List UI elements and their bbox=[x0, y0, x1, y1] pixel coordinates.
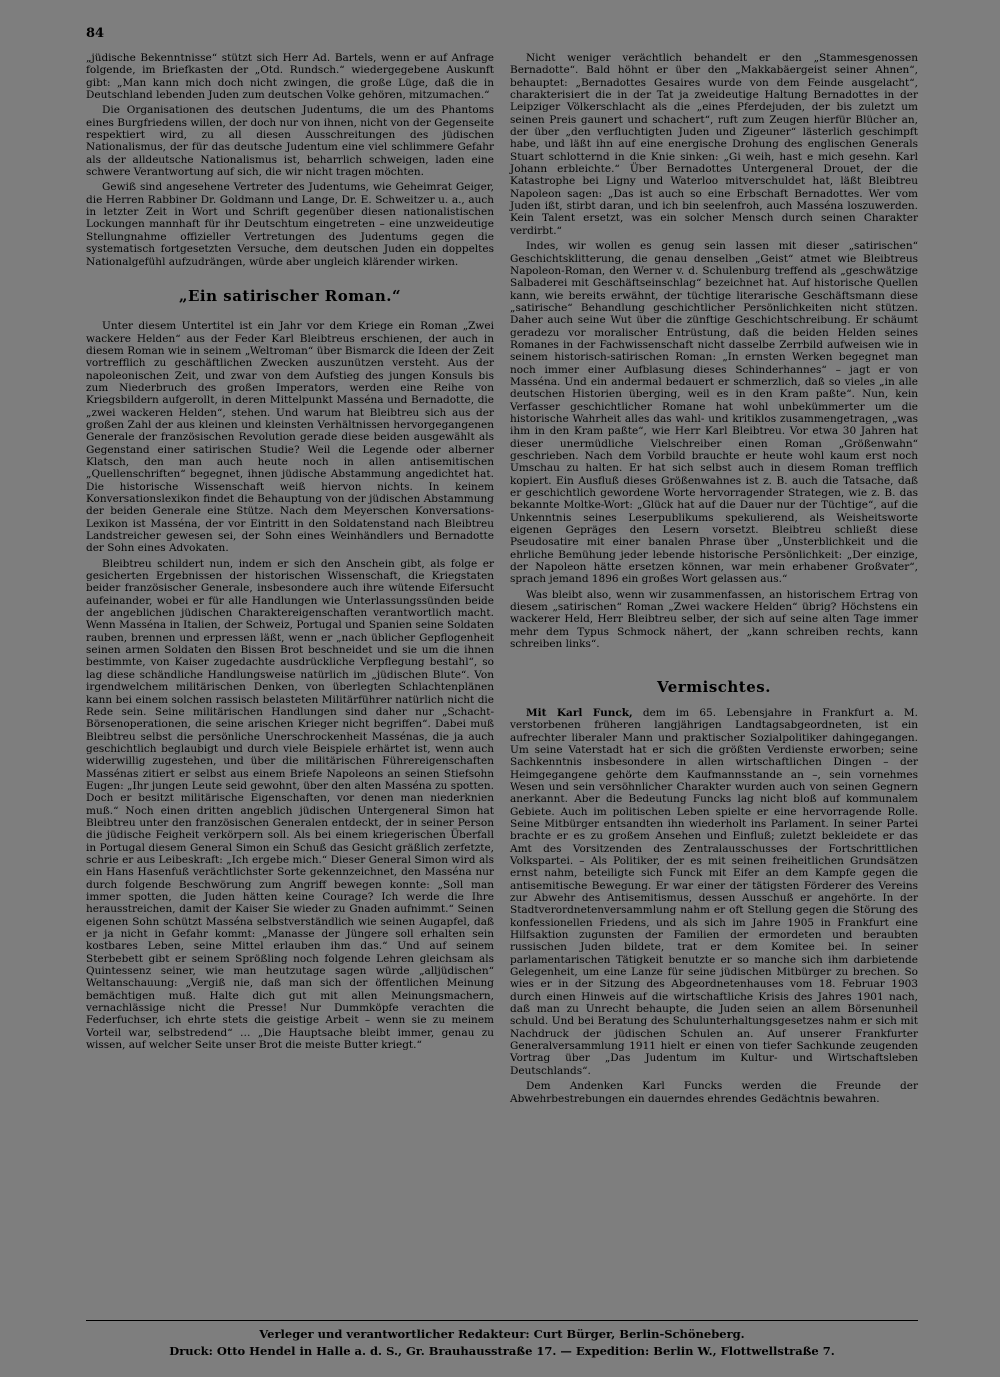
paragraph: Die Organisationen des deutschen Judentums, die um des Phantoms eines Burgfriedens willen, der doch nur von ihnen, nicht von der Gegenseite respektiert wird, zu all diesen Ausschreitungen des jüdischen Nationalismus, der für das deutsche Judentum eine viel schlimmere Gefahr als der alldeutsche Nationalismus ist, beharrlich schweigen, laden eine schwere Verantwortung auf sich, die wir nicht tragen möchten. bbox=[86, 104, 494, 179]
section-heading: Vermischtes. bbox=[657, 677, 771, 696]
right-column bbox=[510, 52, 918, 1108]
paragraph: Indes, wir wollen es genug sein lassen mit dieser „satirischen“ Geschichtsklitterung, die genau denselben „Geist“ atmet wie Bleibtreus Napoleon-Roman, den Werner v. d. Schulenburg treffend als „geschwätzige Salbaderei mit Geschäftseinschlag“ bezeichnet hat. Auf historische Quellen kann, wie bereits erwähnt, der tüchtige literarische Geschäftsmann diese „satirische“ Behandlung geschichtlicher Persönlichkeiten nicht stützen. Daher auch seine Wut über die zünftige Geschichtschreibung. Er schäumt geradezu vor moralischer Entrüstung, daß die beiden Helden seines Romanes in der Fachwissenschaft nicht dasselbe Zerrbild aufweisen wie in seinem historisch-satirischen Roman: „In ernsten Werken begegnet man noch immer einer Aufblasung dieses Schinderhannes“ – jagt er von Masséna. Und ein andermal bedauert er schmerzlich, daß so vieles „in alle deutschen Historien überging, weil es in den Kram paßte“. Nun, kein Verfasser geschichtlicher Romane hat wohl unbekümmerter um die historische Wahrheit alles das wahl- und kritiklos zusammengetragen, „was ihm in den Kram paßte“, wie Herr Karl Bleibtreu. Vor etwa 30 Jahren hat dieser unermüdliche Vielschreiber einen Roman „Größenwahn“ geschrieben. Nach dem Vorbild brauchte er heute wohl kaum erst noch Umschau zu halten. Er hat sich selbst auch in diesem Roman trefflich kopiert. Ein Ausfluß dieses Größenwahnes ist z. B. auch die Tatsache, daß er geschichtlich gewordene Worte hervorragender Strategen, wie z. B. das bekannte Moltke-Wort: „Glück hat auf die Dauer nur der Tüchtige“, auf die Unkenntnis seines Leserpublikums spekulierend, als Weisheitsworte eigenen Gepräges den Lesern vorsetzt. Bleibtreu schließt diese Pseudosatire mit einer banalen Phrase über „Unsterblichkeit und die ehrliche Bemühung jeder lebende historische Persönlichkeit: „Der einzige, der Napoleon hätte ersetzen können, war mein erhabener Großvater“, sprach jemand 1896 ein großes Wort gelassen aus.“ bbox=[510, 240, 918, 586]
lead-name: Mit Karl Funck, bbox=[526, 706, 633, 719]
paragraph: Was bleibt also, wenn wir zusammenfassen, an historischem Ertrag von diesem „satirischen“ Roman „Zwei wackere Helden“ übrig? Höchstens ein wackerer Held, Herr Bleibtreu selber, der sich auf seine alten Tage immer mehr dem Typus Schmock nähert, der „kann schreiben rechts, kann schreiben links“. bbox=[510, 588, 918, 651]
paragraph: Gewiß sind angesehene Vertreter des Judentums, wie Geheimrat Geiger, die Herren Rabbiner Dr. Goldmann und Lange, Dr. E. Schweitzer u. a., auch in letzter Zeit in Wort und Schrift gegenüber diesen nationalistischen Lockungen mannhaft für ihr Deutschtum eingetreten – eine unzweideutige Stellungnahme offizieller Vertretungen des Judentums gegen die systematisch fortgesetzten Versuche, dem deutschen Juden ein doppeltes Nationalgefühl aufzudrängen, würde aber ungleich klärender wirken. bbox=[86, 181, 494, 268]
imprint-publisher: Verleger und verantwortlicher Redakteur: Curt Bürger, Berlin-Schöneberg. bbox=[259, 1327, 745, 1341]
left-column bbox=[86, 52, 494, 1054]
paragraph: Bleibtreu schildert nun, indem er sich den Anschein gibt, als folge er gesicherten Ergebnissen der historischen Wissenschaft, die Kriegstaten beider französischer Generale, insbesondere auch ihre wütende Eifersucht aufeinander, wobei er für alle Handlungen wie Unterlassungssünden beide der angeblichen jüdischen Charaktereigenschaften verantwortlich macht. Wenn Masséna in Italien, der Schweiz, Portugal und Spanien seine Soldaten rauben, brennen und erpressen läßt, wenn er „nach üblicher Gepflogenheit seinen armen Soldaten den Bissen Brot beschneidet und sie um die ihnen bestimmte, von Kaiser zugedachte ausdrückliche Verpflegung bestahl“, so lag diese schändliche Handlungsweise natürlich im „jüdischen Blute“. Von irgendwelchem militärischen Denken, von überlegten Schlachtenplänen kann bei einem solchen rassisch belasteten Militärführer natürlich nicht die Rede sein. Seine militärischen Handlungen sind daher nur „Schacht-Börsenoperationen, die seine arischen Krieger nicht begriffen“. Dabei muß Bleibtreu selbst die persönliche Unerschrockenheit Massénas, die ja auch geschichtlich beglaubigt und durch viele Beispiele erhärtet ist, wenn auch widerwillig zugestehen, und über die militärischen Führereigenschaften Massénas zitiert er selbst aus einem Briefe Napoleons an seinen Stiefsohn Eugen: „Ihr jungen Leute seid gewohnt, über den alten Masséna zu spotten. Doch er besitzt militärische Eigenschaften, vor denen man niederknien muß.“ Noch einen dritten angeblich jüdischen Untergeneral Simon hat Bleibtreu unter den französischen Generalen entdeckt, der in seiner Person die jüdische Feigheit verkörpern soll. Als bei einem kriegerischen Überfall in Portugal diesem General Simon ein Schuß das Gesicht gräßlich zerfetzte, schrie er aus Leibeskraft: „Ich ergebe mich.“ Dieser General Simon wird als ein Hans Hasenfuß verächtlichster Sorte gekennzeichnet, den Masséna nur durch folgende Beschwörung zum Angriff bewegen konnte: „Soll man immer spotten, die Juden hätten keine Courage? Ich werde die Ihre herausstreichen, damit der Kaiser Sie wieder zu Gnaden aufnimmt.“ Seinen eigenen Sohn schützt Masséna selbstverständlich wie seinen Augapfel, daß er ja nicht in Gefahr kommt: „Manasse der Jüngere soll erhalten sein kostbares Leben, seine Mittel erlauben ihm das.“ Und auf seinem Sterbebett gibt er seinem Sprößling noch folgende Lehren gleichsam als Quintessenz seiner, wie man heutzutage sagen würde „alljüdischen“ Weltanschauung: „Vergiß nie, daß man sich der öffentlichen Meinung bemächtigen muß. Halte dich gut mit allen Meinungsmachern, vernachlässige nicht die Presse! Nur Dummköpfe verachten die Federfuchser, ich ehrte stets die geistige Arbeit – wenn sie zu meinem Vorteil war, selbstredend“ … „Die Hauptsache bleibt immer, genau zu wissen, auf welcher Seite unser Brot die meiste Butter kriegt.“ bbox=[86, 557, 494, 1052]
page-number: 84 bbox=[86, 26, 105, 41]
paragraph bbox=[510, 707, 918, 1077]
footer-divider bbox=[86, 1320, 918, 1321]
paragraph-text: dem im 65. Lebensjahre in Frankfurt a. M. verstorbenen früheren langjährigen Landtagsabgeordneten, ist ein aufrechter liberaler Mann und praktischer Sozialpolitiker dahingegangen. Um seine Vaterstadt hat er sich die größten Verdienste erworben; seine Sachkenntnis insbesondere in allen wirtschaftlichen Dingen – der Heimgegangene gehörte dem Kaufmannsstande an –, sein vornehmes Wesen und sein versöhnlicher Charakter wurden auch von seinen Gegnern anerkannt. Aber die Bedeutung Funcks lag nicht bloß auf kommunalem Gebiete. Auch im politischen Leben spielte er eine hervorragende Rolle. Seine Mitbürger entsandten ihn wiederholt ins Parlament. In seiner Partei brachte er es zu großem Ansehen und Einfluß; zuletzt bekleidete er das Amt des Vorsitzenden des Zentralausschusses der Fortschrittlichen Volkspartei. – Als Politiker, der es mit seinen freiheitlichen Grundsätzen ernst nahm, beteiligte sich Funck mit Eifer an dem Kampfe gegen die antisemitische Bewegung. Er war einer der tätigsten Förderer des Vereins zur Abwehr des Antisemitismus, dessen Ausschuß er angehörte. In der Stadtverordnetenversammlung nahm er oft Stellung gegen die Störung des konfessionellen Friedens, und als sich im Jahre 1905 in Frankfurt eine Hilfsaktion zugunsten der Familien der ermordeten und beraubten russischen Juden bildete, trat er dem Komitee bei. In seiner parlamentarischen Tätigkeit benutzte er so manche sich ihm darbietende Gelegenheit, um eine Lanze für seine jüdischen Mitbürger zu brechen. So wies er in der Sitzung des Abgeordnetenhauses vom 18. Februar 1903 durch einen Hinweis auf die wirtschaftliche Krisis des Jahres 1901 nach, daß man zu Unrecht behaupte, die Juden seien an allem Börsenunheil schuld. Und bei Beratung des Schulunterhaltungsgesetzes nahm er sich mit Nachdruck der jüdischen Schulen an. Auf unserer Frankfurter Generalversammlung 1911 hielt er einen von tiefer Sachkunde zeugenden Vortrag über „Das Judentum im Kultur- und Wirtschaftsleben Deutschlands“. bbox=[510, 706, 918, 1077]
imprint-printer: Druck: Otto Hendel in Halle a. d. S., Gr. Brauhausstraße 17. — Expedition: Berlin W., Flottwellstraße 7. bbox=[169, 1344, 835, 1358]
paragraph: Nicht weniger verächtlich behandelt er den „Stammesgenossen Bernadotte“. Bald höhnt er über den „Makkabäergeist seiner Ahnen“, behauptet: „Bernadottes Gesaires wurde von dem Feinde ausgelacht“, charakterisiert die in der Tat ja zweideutige Haltung Bernadottes in der Leipziger Völkerschlacht als die „eines Pferdejuden, der bis zuletzt um seinen Preis gaunert und schachert“, ruft zum Zeugen hierfür Blücher an, der über „den verfluchtigten Juden und Zigeuner“ lästerlich geschimpft habe, und läßt ihn auf eine energische Drohung des englischen Generals Stuart schlotternd in die Knie sinken: „Gi weih, hast e mich gesehn. Karl Johann erbleichte.“ Über Bernadottes Untergeneral Drouet, der die Katastrophe bei Ligny und Waterloo mitverschuldet hat, läßt Bleibtreu Napoleon sagen: „Das ist auch so eine Erbschaft Bernadottes. Wer vom Juden ißt, stirbt daran, und ich bin seelenfroh, auch Masséna loszuwerden. Kein Talent ersetzt, was ein solcher Mensch durch seinen Charakter verdirbt.“ bbox=[510, 52, 918, 237]
paragraph: Dem Andenken Karl Funcks werden die Freunde der Abwehrbestrebungen ein dauerndes ehrendes Gedächtnis bewahren. bbox=[510, 1080, 918, 1105]
section-heading: „Ein satirischer Roman.“ bbox=[178, 286, 402, 305]
paragraph: Unter diesem Untertitel ist ein Jahr vor dem Kriege ein Roman „Zwei wackere Helden“ aus der Feder Karl Bleibtreus erschienen, der auch in diesem Roman wie in seinem „Weltroman“ über Bismarck die Ideen der Zeit vortrefflich zu geschäftlichen Zwecken auszunützen versteht. Aus der napoleonischen Zeit, und zwar von dem Aufstieg des jungen Konsuls bis zum Niederbruch des großen Imperators, werden eine Reihe von Kriegsbildern aufgerollt, in deren Mittelpunkt Masséna und Bernadotte, die „zwei wackeren Helden“, stehen. Und warum hat Bleibtreu sich aus der großen Zahl der aus kleinen und kleinsten Verhältnissen hervorgegangenen Generale der französischen Revolution gerade diese beiden ausgewählt als Gegenstand einer satirischen Studie? Weil die Legende oder alberner Klatsch, den man auch heute noch in allen antisemitischen „Quellenschriften“ begegnet, ihnen jüdische Abstammung angedichtet hat. Die historische Wissenschaft weiß hiervon nichts. In keinem Konversationslexikon findet die Behauptung von der jüdischen Abstammung der beiden Generale eine Stütze. Nach dem Meyerschen Konversations-Lexikon ist Masséna, der vor Eintritt in den Soldatenstand nach Bleibtreu Landstreicher gewesen sei, der Sohn eines Weinhändlers und Bernadotte der Sohn eines Advokaten. bbox=[86, 320, 494, 555]
paragraph: „jüdische Bekenntnisse“ stützt sich Herr Ad. Bartels, wenn er auf Anfrage folgende, im Briefkasten der „Otd. Rundsch.“ wiedergegebene Auskunft gibt: „Man kann mich doch nicht zwingen, die große Lüge, daß die in Deutschland lebenden Juden zum deutschen Volke gehören, mitzumachen.“ bbox=[86, 52, 494, 102]
